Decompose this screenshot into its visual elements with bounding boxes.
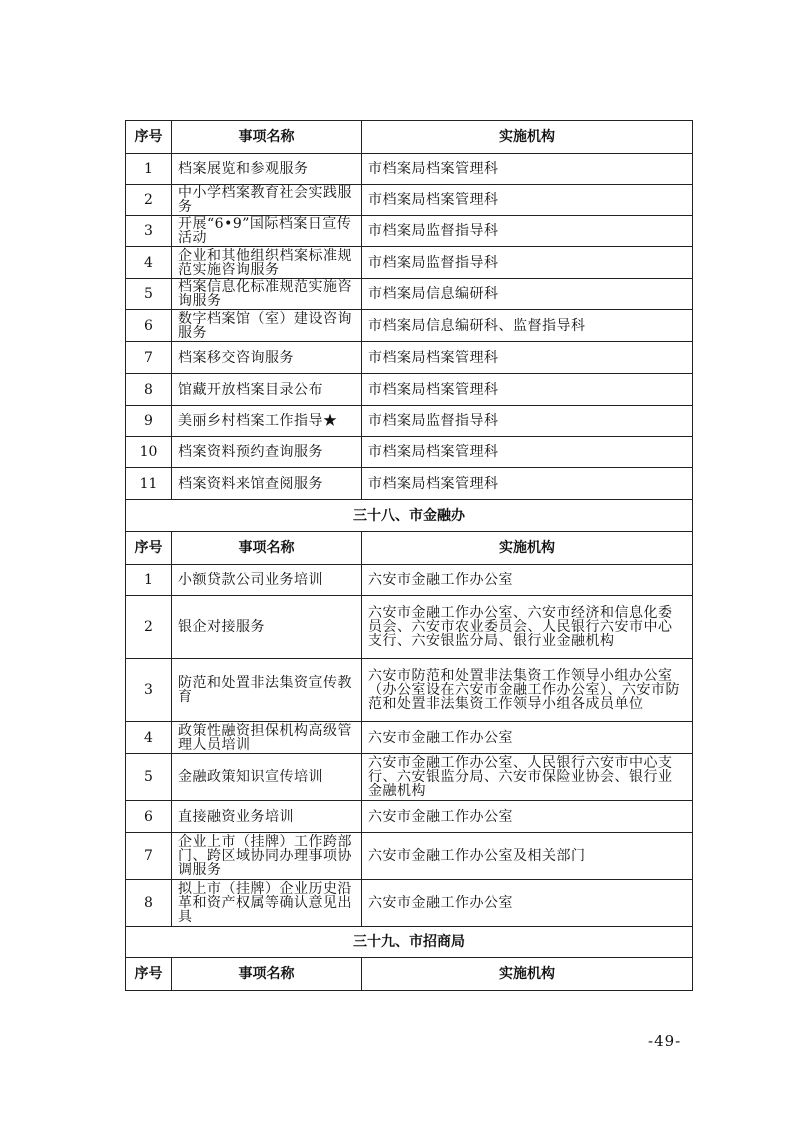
item-name: 馆藏开放档案目录公布 bbox=[172, 374, 362, 406]
table-row bbox=[126, 880, 693, 927]
implementing-org: 六安市金融工作办公室 bbox=[362, 880, 693, 927]
implementing-org: 市档案局信息编研科、监督指导科 bbox=[362, 310, 693, 342]
page-number: -49- bbox=[648, 1032, 682, 1050]
header-seq: 序号 bbox=[126, 121, 172, 154]
item-name: 档案资料来馆查阅服务 bbox=[172, 468, 362, 500]
implementing-org: 市档案局监督指导科 bbox=[362, 216, 693, 247]
item-name: 小额贷款公司业务培训 bbox=[172, 565, 362, 596]
header-name: 事项名称 bbox=[172, 532, 362, 565]
row-number: 7 bbox=[126, 833, 172, 880]
implementing-org: 六安市金融工作办公室及相关部门 bbox=[362, 833, 693, 880]
item-name: 数字档案馆（室）建设咨询服务 bbox=[172, 310, 362, 342]
implementing-org: 六安市金融工作办公室、人民银行六安市中心支行、六安银监分局、六安市保险业协会、银行业金融机构 bbox=[362, 754, 693, 801]
section-title-row bbox=[126, 927, 693, 958]
service-table-body bbox=[126, 121, 693, 991]
table-row bbox=[126, 279, 693, 310]
item-name: 企业上市（挂牌）工作跨部门、跨区域协同办理事项协调服务 bbox=[172, 833, 362, 880]
implementing-org: 市档案局档案管理科 bbox=[362, 154, 693, 185]
row-number: 11 bbox=[126, 468, 172, 500]
service-table bbox=[125, 120, 693, 991]
row-number: 5 bbox=[126, 754, 172, 801]
header-org: 实施机构 bbox=[362, 958, 693, 991]
implementing-org: 市档案局档案管理科 bbox=[362, 185, 693, 216]
item-name: 档案移交咨询服务 bbox=[172, 342, 362, 374]
row-number: 8 bbox=[126, 880, 172, 927]
row-number: 10 bbox=[126, 437, 172, 468]
row-number: 7 bbox=[126, 342, 172, 374]
header-seq: 序号 bbox=[126, 532, 172, 565]
implementing-org: 市档案局档案管理科 bbox=[362, 437, 693, 468]
table-row bbox=[126, 833, 693, 880]
table-row bbox=[126, 754, 693, 801]
item-name: 防范和处置非法集资宣传教育 bbox=[172, 659, 362, 722]
row-number: 1 bbox=[126, 154, 172, 185]
table-header-row bbox=[126, 532, 693, 565]
item-name: 银企对接服务 bbox=[172, 596, 362, 659]
table-row bbox=[126, 374, 693, 406]
item-name: 企业和其他组织档案标准规范实施咨询服务 bbox=[172, 247, 362, 279]
table-row bbox=[126, 154, 693, 185]
section-title-row bbox=[126, 500, 693, 532]
header-seq: 序号 bbox=[126, 958, 172, 991]
row-number: 4 bbox=[126, 247, 172, 279]
table-row bbox=[126, 437, 693, 468]
item-name: 档案资料预约查询服务 bbox=[172, 437, 362, 468]
row-number: 2 bbox=[126, 596, 172, 659]
item-name: 金融政策知识宣传培训 bbox=[172, 754, 362, 801]
table-row bbox=[126, 468, 693, 500]
row-number: 6 bbox=[126, 310, 172, 342]
item-name: 开展“6•9”国际档案日宣传活动 bbox=[172, 216, 362, 247]
item-name: 中小学档案教育社会实践服务 bbox=[172, 185, 362, 216]
implementing-org: 市档案局档案管理科 bbox=[362, 374, 693, 406]
table-row bbox=[126, 216, 693, 247]
implementing-org: 市档案局档案管理科 bbox=[362, 468, 693, 500]
section-title: 三十八、市金融办 bbox=[126, 500, 693, 532]
row-number: 9 bbox=[126, 406, 172, 437]
row-number: 6 bbox=[126, 801, 172, 833]
table-row bbox=[126, 565, 693, 596]
implementing-org: 市档案局档案管理科 bbox=[362, 342, 693, 374]
section-title: 三十九、市招商局 bbox=[126, 927, 693, 958]
item-name: 美丽乡村档案工作指导★ bbox=[172, 406, 362, 437]
header-name: 事项名称 bbox=[172, 958, 362, 991]
row-number: 5 bbox=[126, 279, 172, 310]
row-number: 3 bbox=[126, 659, 172, 722]
table-row bbox=[126, 406, 693, 437]
table-row bbox=[126, 342, 693, 374]
row-number: 4 bbox=[126, 722, 172, 754]
item-name: 档案信息化标准规范实施咨询服务 bbox=[172, 279, 362, 310]
row-number: 1 bbox=[126, 565, 172, 596]
header-name: 事项名称 bbox=[172, 121, 362, 154]
row-number: 8 bbox=[126, 374, 172, 406]
table-header-row bbox=[126, 121, 693, 154]
table-row bbox=[126, 596, 693, 659]
header-org: 实施机构 bbox=[362, 121, 693, 154]
table-row bbox=[126, 722, 693, 754]
table-header-row bbox=[126, 958, 693, 991]
item-name: 政策性融资担保机构高级管理人员培训 bbox=[172, 722, 362, 754]
implementing-org: 市档案局监督指导科 bbox=[362, 406, 693, 437]
item-name: 直接融资业务培训 bbox=[172, 801, 362, 833]
implementing-org: 六安市防范和处置非法集资工作领导小组办公室（办公室设在六安市金融工作办公室）、六安市防范和处置非法集资工作领导小组各成员单位 bbox=[362, 659, 693, 722]
implementing-org: 六安市金融工作办公室 bbox=[362, 801, 693, 833]
table-row bbox=[126, 185, 693, 216]
implementing-org: 六安市金融工作办公室 bbox=[362, 565, 693, 596]
table-row bbox=[126, 801, 693, 833]
item-name: 拟上市（挂牌）企业历史沿革和资产权属等确认意见出具 bbox=[172, 880, 362, 927]
implementing-org: 六安市金融工作办公室、六安市经济和信息化委员会、六安市农业委员会、人民银行六安市中心支行、六安银监分局、银行业金融机构 bbox=[362, 596, 693, 659]
row-number: 3 bbox=[126, 216, 172, 247]
table-row bbox=[126, 659, 693, 722]
header-org: 实施机构 bbox=[362, 532, 693, 565]
implementing-org: 市档案局监督指导科 bbox=[362, 247, 693, 279]
table-row bbox=[126, 310, 693, 342]
implementing-org: 市档案局信息编研科 bbox=[362, 279, 693, 310]
item-name: 档案展览和参观服务 bbox=[172, 154, 362, 185]
row-number: 2 bbox=[126, 185, 172, 216]
implementing-org: 六安市金融工作办公室 bbox=[362, 722, 693, 754]
table-row bbox=[126, 247, 693, 279]
